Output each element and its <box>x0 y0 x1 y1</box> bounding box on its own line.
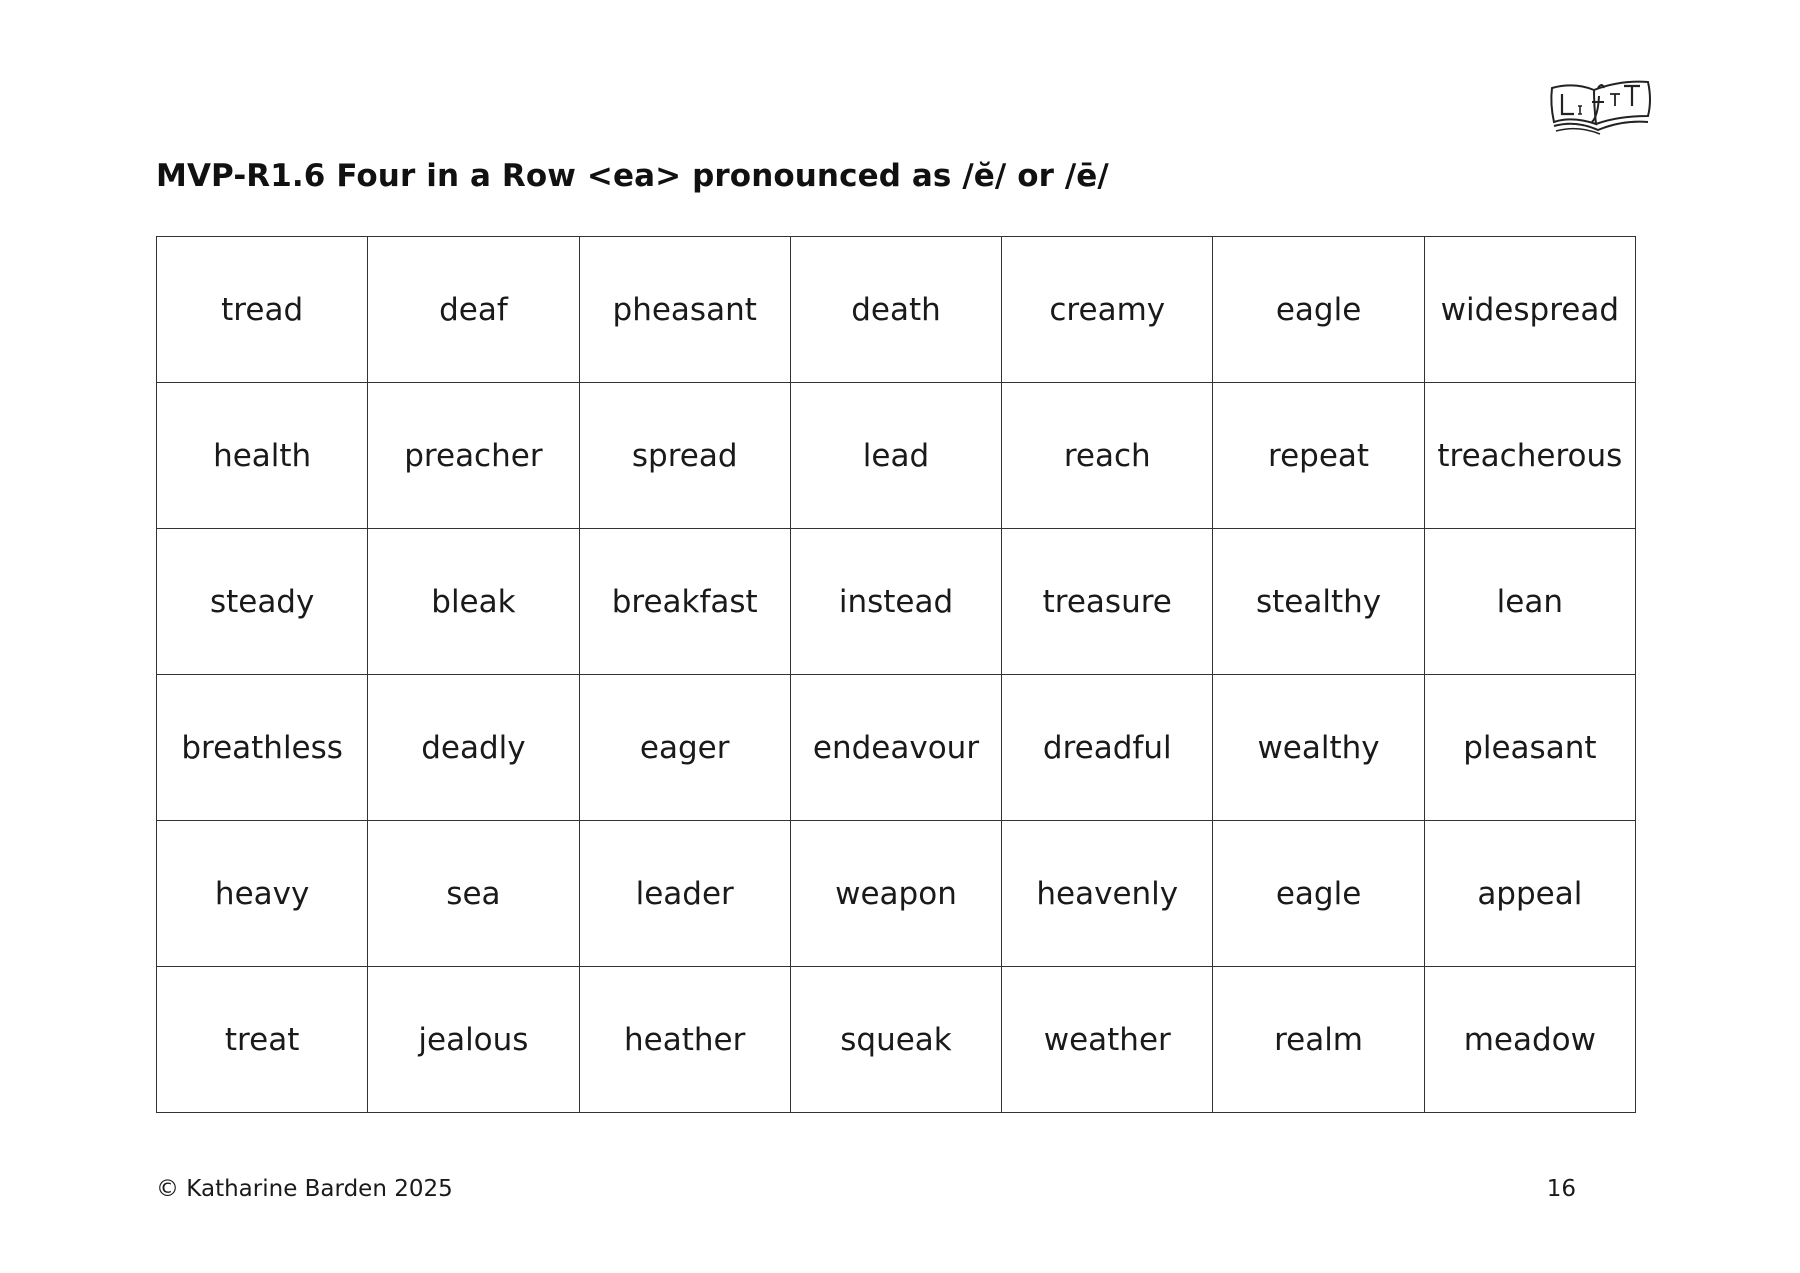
word-cell: squeak <box>790 967 1001 1113</box>
page-title: MVP-R1.6 Four in a Row <ea> pronounced as /ĕ/ or /ē/ <box>156 158 1109 194</box>
word-cell: heavy <box>157 821 368 967</box>
word-cell: lean <box>1424 529 1635 675</box>
grid-row <box>157 529 1636 675</box>
word-cell: meadow <box>1424 967 1635 1113</box>
word-cell: health <box>157 383 368 529</box>
word-cell: lead <box>790 383 1001 529</box>
word-cell: widespread <box>1424 237 1635 383</box>
word-cell: instead <box>790 529 1001 675</box>
word-cell: heavenly <box>1002 821 1213 967</box>
word-cell: leader <box>579 821 790 967</box>
word-cell: endeavour <box>790 675 1001 821</box>
word-cell: repeat <box>1213 383 1424 529</box>
word-cell: pleasant <box>1424 675 1635 821</box>
word-cell: sea <box>368 821 579 967</box>
grid-row <box>157 821 1636 967</box>
word-cell: deadly <box>368 675 579 821</box>
word-cell: appeal <box>1424 821 1635 967</box>
word-cell: preacher <box>368 383 579 529</box>
word-cell: breathless <box>157 675 368 821</box>
word-cell: heather <box>579 967 790 1113</box>
word-cell: death <box>790 237 1001 383</box>
word-cell: eagle <box>1213 237 1424 383</box>
word-cell: eagle <box>1213 821 1424 967</box>
word-cell: tread <box>157 237 368 383</box>
word-cell: stealthy <box>1213 529 1424 675</box>
word-cell: bleak <box>368 529 579 675</box>
word-cell: deaf <box>368 237 579 383</box>
word-cell: weapon <box>790 821 1001 967</box>
grid-row <box>157 237 1636 383</box>
word-cell: treasure <box>1002 529 1213 675</box>
word-cell: breakfast <box>579 529 790 675</box>
grid-row <box>157 967 1636 1113</box>
lift-book-logo-icon <box>1548 76 1654 136</box>
word-cell: treat <box>157 967 368 1113</box>
word-cell: eager <box>579 675 790 821</box>
word-cell: pheasant <box>579 237 790 383</box>
word-cell: realm <box>1213 967 1424 1113</box>
word-cell: weather <box>1002 967 1213 1113</box>
word-cell: jealous <box>368 967 579 1113</box>
word-cell: wealthy <box>1213 675 1424 821</box>
word-cell: reach <box>1002 383 1213 529</box>
copyright-text: © Katharine Barden 2025 <box>156 1176 453 1202</box>
word-cell: dreadful <box>1002 675 1213 821</box>
grid-row <box>157 675 1636 821</box>
grid-row <box>157 383 1636 529</box>
page-number: 16 <box>1546 1176 1576 1202</box>
word-grid <box>156 236 1636 1113</box>
word-cell: spread <box>579 383 790 529</box>
word-cell: creamy <box>1002 237 1213 383</box>
word-cell: treacherous <box>1424 383 1635 529</box>
word-cell: steady <box>157 529 368 675</box>
